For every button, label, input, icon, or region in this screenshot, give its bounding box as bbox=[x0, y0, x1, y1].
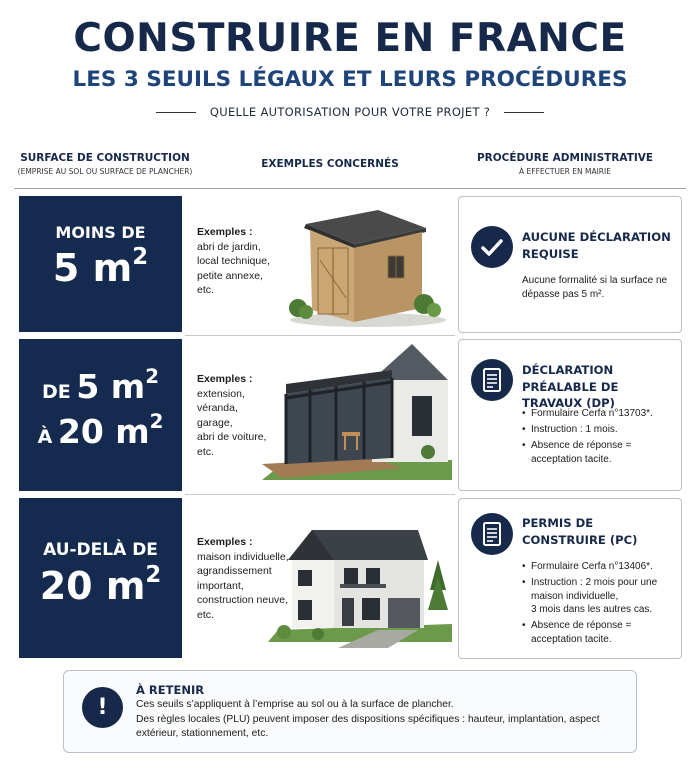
procedure-bullets bbox=[522, 560, 680, 649]
retenir-text bbox=[136, 698, 626, 742]
page-title: CONSTRUIRE EN FRANCE bbox=[73, 16, 627, 61]
column-header-procedure-sub: À EFFECTUER EN MAIRIE bbox=[519, 167, 611, 176]
threshold-to bbox=[19, 412, 182, 451]
threshold-from-value-text: 5 m bbox=[76, 367, 146, 406]
column-header-procedure-label: PROCÉDURE ADMINISTRATIVE bbox=[476, 152, 654, 164]
threshold-from bbox=[19, 367, 182, 406]
column-header-surface-sub: (EMPRISE AU SOL OU SURFACE DE PLANCHER) bbox=[17, 167, 193, 176]
threshold-value-text: 20 m bbox=[39, 564, 146, 608]
divider-line-left bbox=[156, 112, 196, 113]
threshold-from-value bbox=[76, 367, 159, 406]
exclamation-icon: ! bbox=[82, 687, 123, 728]
question-row bbox=[0, 105, 700, 119]
threshold-value bbox=[19, 564, 182, 608]
threshold-value-text: 5 m bbox=[52, 246, 133, 290]
retenir-line: Ces seuils s’appliquent à l’emprise au sol ou à la surface de plancher. bbox=[136, 699, 454, 710]
threshold-box-under-5 bbox=[19, 196, 182, 332]
veranda-illustration bbox=[262, 340, 452, 486]
threshold-from-value-exponent: 2 bbox=[145, 365, 159, 388]
checkmark-icon bbox=[471, 226, 513, 268]
examples-list: maison individuelle, agrandissement important, construction neuve, etc. bbox=[197, 550, 289, 621]
question-text: QUELLE AUTORISATION POUR VOTRE PROJET ? bbox=[209, 105, 491, 119]
procedure-title: DÉCLARATION PRÉALABLE DE TRAVAUX (DP) bbox=[522, 363, 619, 410]
retenir-title: À RETENIR bbox=[136, 683, 205, 697]
threshold-label: AU-DELÀ DE bbox=[43, 540, 158, 560]
threshold-label: MOINS DE bbox=[55, 223, 146, 242]
threshold-box-5-to-20 bbox=[19, 339, 182, 491]
procedure-box-dp bbox=[458, 339, 682, 491]
retenir-box bbox=[63, 670, 637, 753]
procedure-description: Aucune formalité si la surface ne dépasse pas 5 m². bbox=[522, 275, 668, 300]
document-icon bbox=[471, 513, 513, 555]
column-header-procedure bbox=[450, 152, 680, 176]
examples-label: Exemples : bbox=[197, 373, 253, 385]
threshold-to-value-exponent: 2 bbox=[149, 410, 164, 433]
procedure-bullets bbox=[522, 407, 680, 469]
procedure-box-pc bbox=[458, 498, 682, 659]
procedure-bullet: • Absence de réponse = acceptation tacite. bbox=[522, 439, 680, 466]
retenir-line: Des règles locales (PLU) peuvent imposer des dispositions spécifiques : hauteur, implantation, aspect extérieur, stationnement, etc. bbox=[136, 713, 600, 739]
page-subtitle: LES 3 SEUILS LÉGAUX ET LEURS PROCÉDURES bbox=[72, 67, 628, 92]
row-divider bbox=[185, 335, 455, 336]
document-icon bbox=[471, 359, 513, 401]
procedure-bullet: • Instruction : 2 mois pour une maison individuelle, 3 mois dans les autres cas. bbox=[522, 576, 680, 617]
garden-shed-illustration bbox=[284, 200, 450, 330]
column-header-surface bbox=[15, 152, 195, 176]
threshold-value-exponent: 2 bbox=[145, 562, 162, 588]
procedure-bullet: • Instruction : 1 mois. bbox=[522, 423, 680, 437]
examples-row-1 bbox=[197, 225, 289, 298]
column-header-examples bbox=[230, 158, 430, 170]
examples-label: Exemples : bbox=[197, 226, 253, 238]
column-header-examples-label: EXEMPLES CONCERNÉS bbox=[261, 158, 399, 170]
threshold-to-value-text: 20 m bbox=[57, 412, 150, 451]
examples-list: extension, véranda, garage, abri de voiture, etc. bbox=[197, 387, 267, 458]
procedure-title: PERMIS DE CONSTRUIRE (PC) bbox=[522, 516, 638, 547]
procedure-bullet: • Formulaire Cerfa n°13703*. bbox=[522, 407, 680, 421]
threshold-value-exponent: 2 bbox=[132, 244, 149, 270]
header-divider bbox=[14, 188, 686, 189]
procedure-bullet: • Absence de réponse = acceptation tacite. bbox=[522, 619, 680, 646]
divider-line-right bbox=[504, 112, 544, 113]
examples-label: Exemples : bbox=[197, 536, 253, 548]
examples-list: abri de jardin, local technique, petite annexe, etc. bbox=[197, 240, 270, 296]
procedure-box-none bbox=[458, 196, 682, 333]
threshold-to-value bbox=[58, 412, 164, 451]
column-header-surface-label: SURFACE DE CONSTRUCTION bbox=[20, 152, 190, 164]
threshold-from-label: DE bbox=[42, 381, 71, 403]
procedure-bullet: • Formulaire Cerfa n°13406*. bbox=[522, 560, 680, 574]
row-divider bbox=[185, 494, 455, 495]
threshold-box-over-20 bbox=[19, 498, 182, 658]
threshold-value bbox=[19, 246, 182, 290]
threshold-to-label: À bbox=[37, 426, 53, 448]
house-illustration bbox=[268, 520, 452, 650]
procedure-title: AUCUNE DÉCLARATION REQUISE bbox=[522, 230, 671, 261]
